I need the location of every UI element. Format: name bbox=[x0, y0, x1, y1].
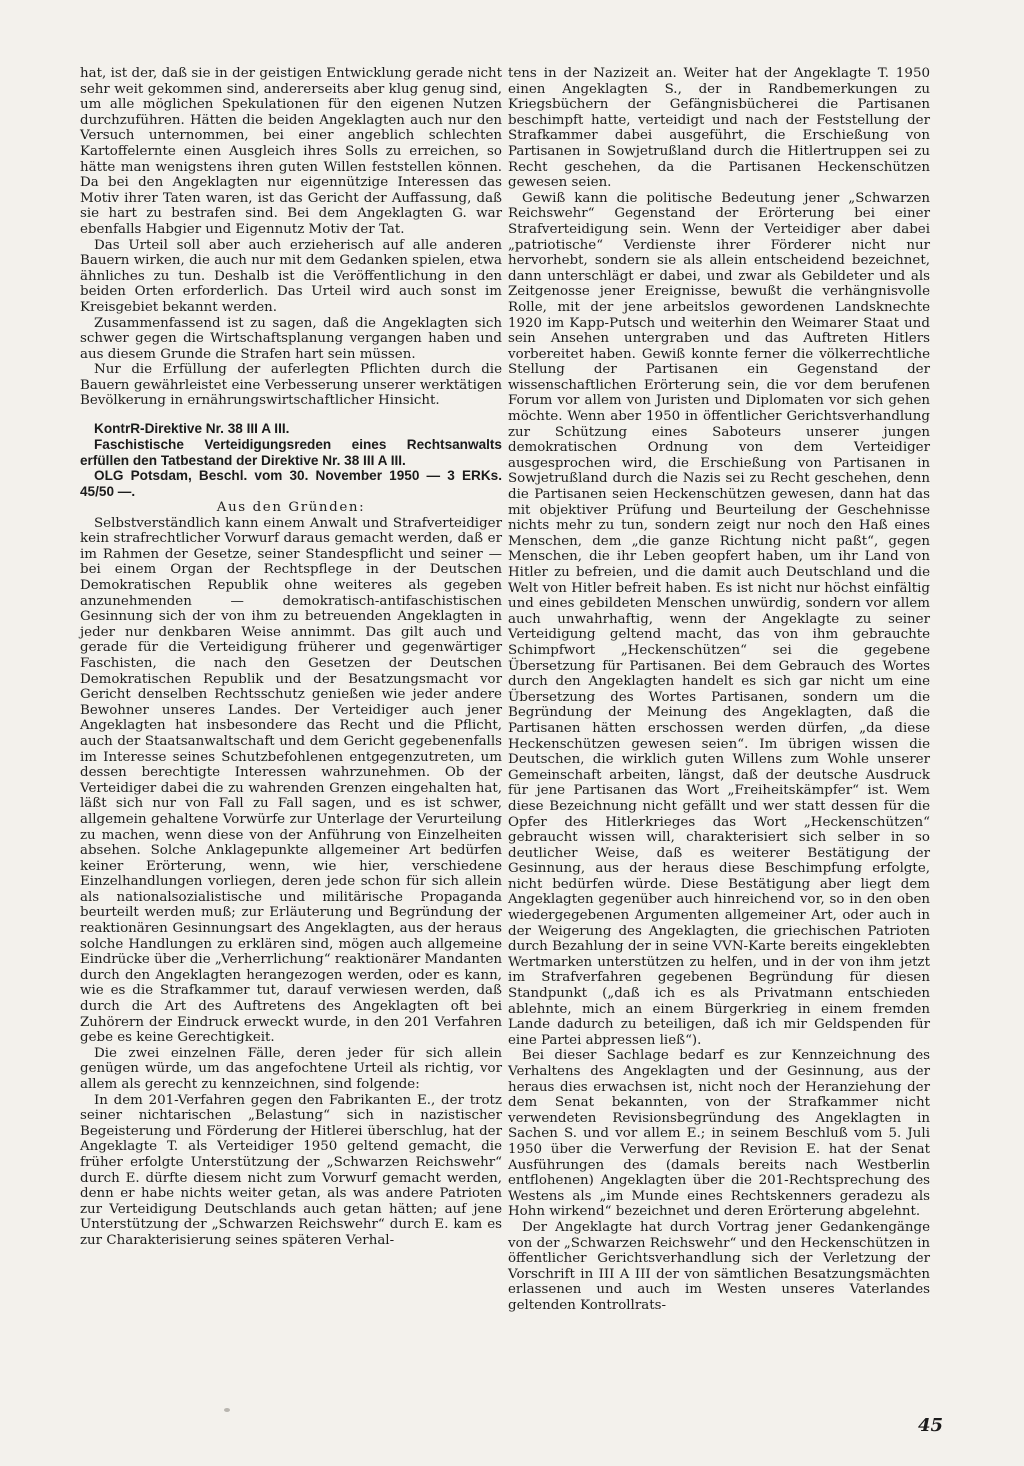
paragraph: Nur die Erfüllung der auferlegten Pflichten durch die Bauern gewährleistet eine Verbesserung unserer werktätigen Bevölkerung in ernährungswirtschaftlicher Hinsicht. bbox=[80, 362, 502, 409]
paragraph: Selbstverständlich kann einem Anwalt und Strafverteidiger kein strafrechtlicher Vorwurf daraus gemacht werden, daß er im Rahmen der Gesetze, seiner Standespflicht und seiner — bei einem Organ der Rechtspflege in der Deutschen Demokratischen Republik ohne weiteres als gegeben anzunehmenden — demokratisch-antifaschistischen Gesinnung sich der von ihm zu betreuenden Angeklagten in jeder nur denkbaren Weise annimmt. Das gilt auch und gerade für die Verteidigung früherer und gegenwärtiger Faschisten, die nach den Gesetzen der Deutschen Demokratischen Republik und der Besatzungsmacht vor Gericht denselben Rechtsschutz genießen wie jeder andere Bewohner unseres Landes. Der Verteidiger auch jener Angeklagten hat insbesondere das Recht und die Pflicht, auch der Staatsanwaltschaft und dem Gericht gegebenenfalls im Interesse seines Schutzbefohlenen entgegenzutreten, um dessen berechtigte Interessen wahrzunehmen. Ob der Verteidiger dabei die zu wahrenden Grenzen eingehalten hat, läßt sich nur von Fall zu Fall sagen, und es ist schwer, allgemein gehaltene Vorwürfe zur Unterlage der Verurteilung zu machen, wenn diese von der Anführung von Einzelheiten absehen. Solche Anklagepunkte allgemeiner Art bedürfen keiner Erörterung, wenn, wie hier, verschiedene Einzelhandlungen vorliegen, deren jede schon für sich allein als nationalsozialistische und militärische Propaganda beurteilt werden muß; zur Erläuterung und Begründung der reaktionären Gesinnungsart des Angeklagten, aus der heraus solche Handlungen zu erklären sind, mögen auch allgemeine Eindrücke über die „Verherrlichung“ reaktionärer Mandanten durch den Angeklagten herangezogen werden, oder es kann, wie es die Strafkammer tut, darauf verwiesen werden, daß durch die Art des Auftretens des Angeklagten oft bei Zuhörern der Eindruck erweckt wurde, in den 201 Verfahren gebe es keine Gerechtigkeit. bbox=[80, 515, 502, 1046]
paragraph: Der Angeklagte hat durch Vortrag jener Gedankengänge von der „Schwarzen Reichswehr“ und den Heckenschützen in öffentlicher Gerichtsverhandlung sich der Verletzung der Vorschrift in III A III der von sämtlichen Besatzungsmächten erlassenen und auch im Westen unseres Vaterlandes geltenden Kontrollrats- bbox=[508, 1219, 930, 1313]
paragraph: Zusammenfassend ist zu sagen, daß die Angeklagten sich schwer gegen die Wirtschaftsplanung vergangen haben und aus diesem Grunde die Strafen hart sein müssen. bbox=[80, 315, 502, 362]
court-citation: OLG Potsdam, Beschl. vom 30. November 1950 — 3 ERKs. 45/50 —. bbox=[80, 468, 502, 500]
paragraph: In dem 201-Verfahren gegen den Fabrikanten E., der trotz seiner nichtarischen „Belastung“ sich in nazistischer Begeisterung und Förderung der Hitlerei überschlug, hat der Angeklagte T. als Verteidiger 1950 geltend gemacht, die früher erfolgte Unterstützung der „Schwarzen Reichswehr“ durch E. dürfte diesem nicht zum Vorwurf gemacht werden, denn er habe nichts weiter getan, als was andere Patrioten zur Verteidigung Deutschlands auch getan hätten; auf jene Unterstützung der „Schwarzen Reichswehr“ durch E. kam es zur Charakterisierung seines späteren Verhal- bbox=[80, 1092, 502, 1248]
paragraph: Bei dieser Sachlage bedarf es zur Kennzeichnung des Verhaltens des Angeklagten und der Gesinnung, aus der heraus dies erwachsen ist, nicht noch der Heranziehung der dem Senat bekannten, von der Strafkammer nicht verwendeten Revisionsbegründung des Angeklagten in Sachen S. und vor allem E.; in seinem Beschluß vom 5. Juli 1950 über die Verwerfung der Revision E. hat der Senat Ausführungen des (damals bereits nach Westberlin entflohenen) Angeklagten über die 201-Rechtsprechung des Westens als „im Munde eines Rechtskenners geradezu als Hohn wirkend“ bezeichnet und deren Erörterung abgelehnt. bbox=[508, 1048, 930, 1220]
section-subheading: Aus den Gründen: bbox=[216, 500, 366, 516]
section-heading: KontrR-Direktive Nr. 38 III A III. bbox=[94, 421, 290, 437]
scan-mark bbox=[224, 1408, 230, 1412]
paragraph: tens in der Nazizeit an. Weiter hat der Angeklagte T. 1950 einen Angeklagten S., der in Randbemerkungen zu Kriegsbüchern der Gefängnisbücherei die Partisanen beschimpft hatte, verteidigt und nach der Feststellung der Strafkammer dabei ausgeführt, die Erschießung von Partisanen in Sowjetrußland durch die Hitlertruppen sei zu Recht geschehen, da die Partisanen Heckenschützen gewesen seien. bbox=[508, 66, 930, 191]
right-column bbox=[508, 66, 930, 1314]
page-number: 45 bbox=[918, 1415, 944, 1436]
paragraph: Das Urteil soll aber auch erzieherisch auf alle anderen Bauern wirken, die auch nur mit dem Gedanken spielen, etwa ähnliches zu tun. Deshalb ist die Veröffentlichung in den beiden Orten erforderlich. Das Urteil wird auch sonst im Kreisgebiet bekannt werden. bbox=[80, 237, 502, 315]
paragraph: hat, ist der, daß sie in der geistigen Entwicklung gerade nicht sehr weit gekommen sind, andererseits aber klug genug sind, um alle möglichen Spekulationen für den eigenen Nutzen durchzuführen. Hätten die beiden Angeklagten auch nur den Versuch unternommen, bei einer angeblich schlechten Kartoffelernte einen Ausgleich ihres Solls zu erreichen, so hätte man wenigstens ihren guten Willen feststellen können. Da bei den Angeklagten nur eigennützige Interessen das Motiv ihrer Taten waren, ist das Gericht der Auffassung, daß sie hart zu bestrafen sind. Bei dem Angeklagten G. war ebenfalls Habgier und Eigennutz Motiv der Tat. bbox=[80, 66, 502, 237]
paragraph: Gewiß kann die politische Bedeutung jener „Schwarzen Reichswehr“ Gegenstand der Erörterung bei einer Strafverteidigung sein. Wenn der Verteidiger aber dabei „patriotische“ Verdienste ihrer Förderer nicht nur hervorhebt, sondern sie als allein entscheidend bezeichnet, dann unterschlägt er dabei, und zwar als Gebildeter und als Zeitgenosse jener Ereignisse, bewußt die verhängnisvolle Rolle, mit der jene arbeitslos gewordenen Landsknechte 1920 im Kapp-Putsch und weiterhin den Weimarer Staat und sein Ansehen untergraben und das Auftreten Hitlers vorbereitet haben. Gewiß konnte ferner die völkerrechtliche Stellung der Partisanen ein Gegenstand der wissenschaftlichen Erörterung sein, die vor dem berufenen Forum vor allem von Juristen und Diplomaten vor sich gehen möchte. Wenn aber 1950 in öffentlicher Gerichtsverhandlung zur Schützung eines Saboteurs unserer jungen demokratischen Ordnung von dem Verteidiger ausgesprochen wird, die Erschießung von Partisanen in Sowjetrußland durch die Nazis sei zu Recht geschehen, denn die Partisanen seien Heckenschützen gewesen, dann hat das mit objektiver Prüfung und Beurteilung der Geschehnisse nichts mehr zu tun, sondern zeigt nur noch den Haß eines Menschen, dem „die ganze Richtung nicht paßt“, gegen Menschen, die ihr Leben geopfert haben, um ihr Land von Hitler zu befreien, und die damit auch Deutschland und die Welt von Hitler befreit haben. Es ist nicht nur höchst einfältig und eines gebildeten Menschen unwürdig, sondern vor allem auch unwahrhaftig, wenn der Angeklagte zu seiner Verteidigung geltend macht, das von ihm gebrauchte Schimpfwort „Heckenschützen“ sei die gegebene Übersetzung für Partisanen. Bei dem Gebrauch des Wortes durch den Angeklagten handelt es sich gar nicht um eine Übersetzung des Wortes Partisanen, sondern um die Begründung der Meinung des Angeklagten, daß die Partisanen hätten erschossen werden dürfen, „da diese Heckenschützen gewesen seien“. Im übrigen wissen die Deutschen, die wirklich guten Willens zum Wohle unserer Gemeinschaft arbeiten, längst, daß der deutsche Ausdruck für jene Partisanen das Wort „Freiheitskämpfer“ ist. Wem diese Bezeichnung nicht gefällt und wer statt dessen für die Opfer des Hitlerkrieges das Wort „Heckenschützen“ gebraucht wissen will, charakterisiert sich selber in so deutlicher Weise, daß es weiterer Bestätigung der Gesinnung, aus der heraus diese Beschimpfung erfolgte, nicht bedürfen würde. Diese Bestätigung aber liegt dem Angeklagten gegenüber auch hinreichend vor, so in den oben wiedergegebenen Argumenten allgemeiner Art, oder auch in der Weigerung des Angeklagten, die griechischen Patrioten durch Bezahlung der in seine VVN-Karte bereits eingeklebten Wertmarken unterstützen zu helfen, und in der von ihm jetzt im Strafverfahren gegebenen Begründung für diesen Standpunkt („daß ich es als Privatmann entschieden ablehnte, mich an einem Bürgerkrieg in einem fremden Lande dadurch zu beteiligen, daß ich mir Geldspenden für eine Partei abpressen ließ“). bbox=[508, 190, 930, 1048]
section-summary: Faschistische Verteidigungsreden eines Rechtsanwalts erfüllen den Tatbestand der Direktive Nr. 38 III A III. bbox=[80, 436, 502, 468]
paragraph: Die zwei einzelnen Fälle, deren jeder für sich allein genügen würde, um das angefochtene Urteil als richtig, vor allem als gerecht zu kennzeichnen, sind folgende: bbox=[80, 1045, 502, 1093]
left-column bbox=[80, 66, 502, 1249]
